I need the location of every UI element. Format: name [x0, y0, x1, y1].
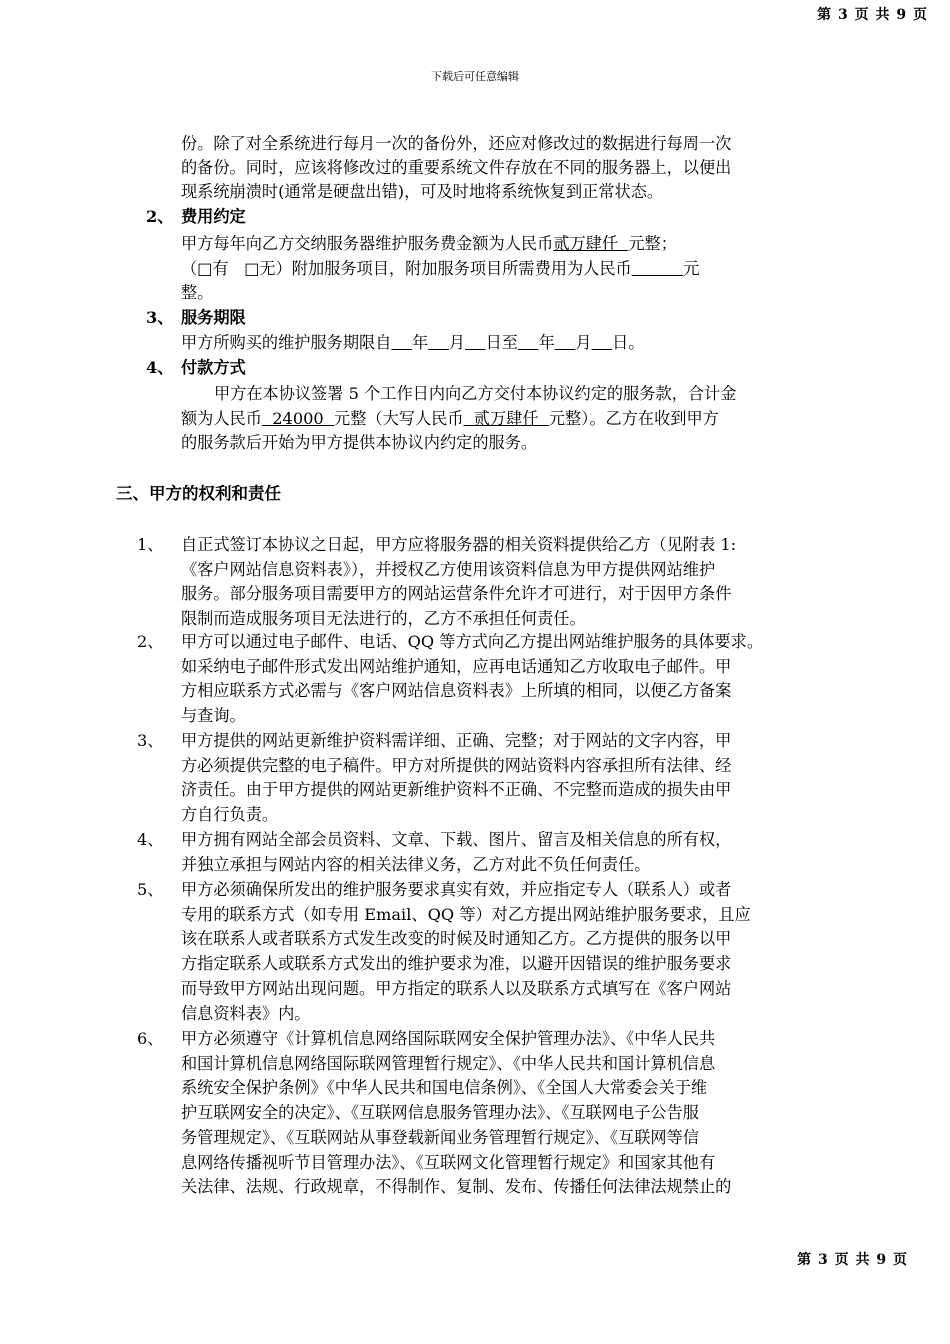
item-heading: 付款方式	[181, 358, 246, 377]
text-segment: 甲方每年向乙方交纳服务器维护服务费金额为人民币	[181, 234, 554, 253]
text-segment: 元整；	[628, 234, 677, 253]
fill-in-amount: 贰万肆仟	[463, 409, 549, 428]
clause-line: 甲方拥有网站全部会员资料、文章、下载、图片、留言及相关信息的所有权，	[181, 830, 732, 849]
page-number-top: 第 3 页 共 9 页	[817, 7, 928, 23]
text-segment: 年	[412, 333, 429, 352]
text-segment: 甲方所购买的维护服务期限自	[181, 333, 392, 352]
fill-in-blank	[592, 333, 613, 352]
text-segment: 元整）。乙方在收到甲方	[548, 409, 719, 428]
item-number: 2、	[146, 207, 174, 226]
clause-line: 务管理规定》、《互联网站从事登载新闻业务管理暂行规定》、《互联网等信	[181, 1127, 699, 1147]
clause-number: 6、	[137, 1029, 164, 1048]
clause-line: 而导致甲方网站出现问题。甲方指定的联系人以及联系方式填写在《客户网站	[181, 978, 732, 998]
section-heading: 三、甲方的权利和责任	[116, 484, 281, 503]
clause-line: 护互联网安全的决定》、《互联网信息服务管理办法》、《互联网电子公告服	[181, 1103, 699, 1123]
fill-in-blank	[465, 333, 486, 352]
fill-in-amount: 24000	[261, 409, 335, 428]
item-number: 4、	[146, 358, 174, 377]
page-number-bottom: 第 3 页 共 9 页	[797, 1252, 908, 1268]
fill-in-blank	[428, 333, 449, 352]
text-segment: 月	[448, 333, 465, 352]
clause-line: 关法律、法规、行政规章，不得制作、复制、发布、传播任何法律法规禁止的	[181, 1177, 732, 1197]
item-number: 3、	[146, 308, 174, 327]
text-segment: （□有 □无）附加服务项目，附加服务项目所需费用为人民币	[181, 259, 632, 278]
clause-line: 《客户网站信息资料表》），并授权乙方使用该资料信息为甲方提供网站维护	[181, 559, 716, 579]
clause-number: 4、	[137, 830, 164, 849]
item-text: 整。	[181, 283, 214, 302]
clause-line: 方自行负责。	[181, 805, 279, 825]
fill-in-blank	[632, 259, 683, 278]
clause-line: 服务。部分服务项目需要甲方的网站运营条件允许才可进行，对于因甲方条件	[181, 584, 732, 604]
clause-line: 济责任。由于甲方提供的网站更新维护资料不正确、不完整而造成的损失由甲	[181, 780, 732, 800]
item-text	[181, 331, 645, 355]
text-segment: 月	[575, 333, 592, 352]
fill-in-blank	[555, 333, 576, 352]
clause-line: 和国计算机信息网络国际联网管理暂行规定》、《中华人民共和国计算机信息	[181, 1053, 716, 1073]
text-segment: 元整（大写人民币	[334, 409, 464, 428]
item-text	[181, 232, 677, 256]
clause-line: 甲方必须确保所发出的维护服务要求真实有效，并应指定专人（联系人）或者	[181, 880, 732, 899]
clause-line: 甲方必须遵守《计算机信息网络国际联网安全保护管理办法》、《中华人民共	[181, 1029, 716, 1048]
clause-line: 并独立承担与网站内容的相关法律义务，乙方对此不负任何责任。	[181, 854, 651, 874]
item-text: 的服务款后开始为甲方提供本协议内约定的服务。	[181, 433, 538, 452]
intro-line: 的备份。同时，应该将修改过的重要系统文件存放在不同的服务器上，以便出	[181, 158, 732, 177]
clause-line: 甲方提供的网站更新维护资料需详细、正确、完整；对于网站的文字内容，甲	[181, 731, 732, 750]
fill-in-blank	[518, 333, 539, 352]
clause-line: 系统安全保护条例》《中华人民共和国电信条例》、《全国人大常委会关于维	[181, 1078, 708, 1098]
item-text: 甲方在本协议签署 5 个工作日内向乙方交付本协议约定的服务款，合计金	[214, 384, 737, 403]
clause-line: 信息资料表》内。	[181, 1003, 311, 1023]
fill-in-amount: 贰万肆仟	[553, 234, 629, 253]
text-segment: 日至	[485, 333, 518, 352]
clause-number: 3、	[137, 731, 164, 750]
intro-line: 份。除了对全系统进行每月一次的备份外，还应对修改过的数据进行每周一次	[181, 134, 732, 153]
text-segment: 元	[683, 259, 700, 278]
item-text	[181, 407, 719, 431]
item-text	[181, 257, 699, 281]
clause-line: 自正式签订本协议之日起，甲方应将服务器的相关资料提供给乙方（见附表 1:	[181, 535, 737, 554]
fill-in-blank	[391, 333, 412, 352]
item-heading: 费用约定	[181, 207, 246, 226]
clause-line: 方指定联系人或联系方式发出的维护要求为准，以避开因错误的维护服务要求	[181, 954, 732, 974]
text-segment: 年	[538, 333, 555, 352]
text-segment: 日。	[612, 333, 645, 352]
clause-line: 该在联系人或者联系方式发生改变的时候及时通知乙方。乙方提供的服务以甲	[181, 929, 732, 949]
intro-line: 现系统崩溃时(通常是硬盘出错)，可及时地将系统恢复到正常状态。	[181, 182, 664, 201]
clause-number: 5、	[137, 880, 164, 899]
clause-line: 方必须提供完整的电子稿件。甲方对所提供的网站资料内容承担所有法律、经	[181, 755, 732, 775]
clause-number: 1、	[137, 535, 164, 554]
clause-line: 方相应联系方式必需与《客户网站信息资料表》上所填的相同，以便乙方备案	[181, 681, 732, 701]
clause-line: 与查询。	[181, 706, 246, 726]
text-segment: 额为人民币	[181, 409, 262, 428]
clause-line: 甲方可以通过电子邮件、电话、QQ 等方式向乙方提出网站维护服务的具体要求。	[181, 632, 764, 651]
clause-line: 限制而造成服务项目无法进行的，乙方不承担任何责任。	[181, 609, 586, 629]
item-heading: 服务期限	[181, 308, 246, 327]
clause-line: 息网络传播视听节目管理办法》、《互联网文化管理暂行规定》和国家其他有	[181, 1152, 716, 1172]
clause-line: 如采纳电子邮件形式发出网站维护通知，应再电话通知乙方收取电子邮件。甲	[181, 656, 732, 676]
clause-line: 专用的联系方式（如专用 Email、QQ 等）对乙方提出网站维护服务要求，且应	[181, 904, 751, 924]
clause-number: 2、	[137, 632, 164, 651]
header-note: 下载后可任意编辑	[431, 70, 519, 83]
